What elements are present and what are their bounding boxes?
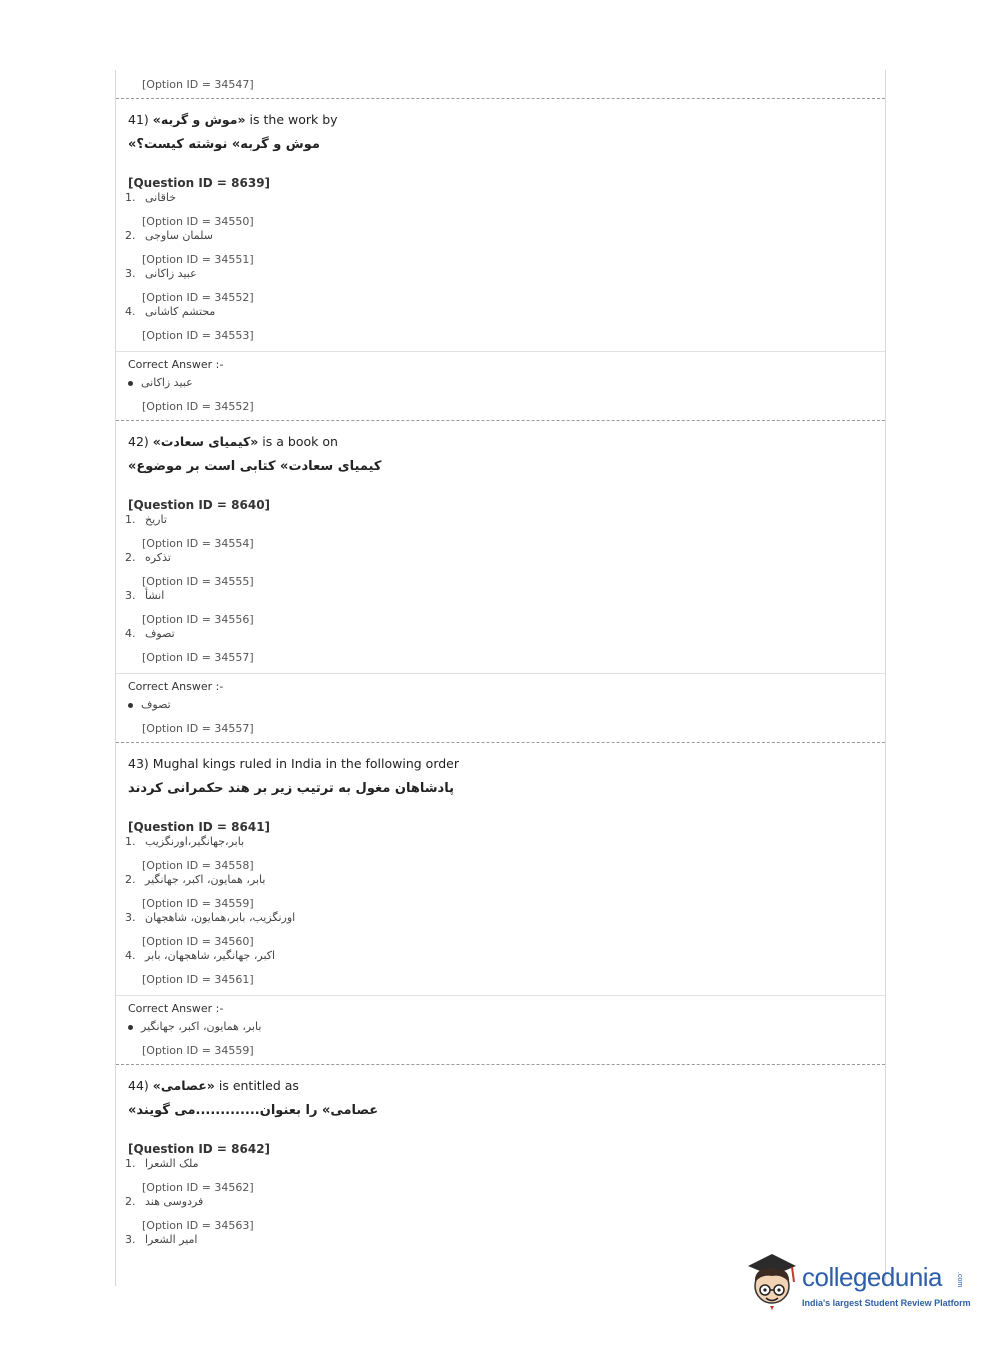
option-id: [Option ID = 34550] xyxy=(142,215,254,228)
logo-tagline: India's largest Student Review Platform xyxy=(802,1298,971,1308)
option-item xyxy=(116,949,885,963)
correct-answer xyxy=(116,376,885,390)
option-number: 2. xyxy=(125,1195,136,1208)
correct-answer xyxy=(116,698,885,712)
option-text: عبید زاکانی xyxy=(145,267,197,280)
correct-answer-label: Correct Answer :- xyxy=(128,358,224,371)
option-id: [Option ID = 34562] xyxy=(142,1181,254,1194)
correct-answer-text: بابر، همایون، اکبر، جهانگیر xyxy=(141,1020,262,1033)
option-text: سلمان ساوجی xyxy=(145,229,213,242)
question-block xyxy=(116,421,885,743)
question-number: 42) xyxy=(128,434,149,449)
question-english-text: is a book on xyxy=(262,434,338,449)
option-text: خاقانی xyxy=(145,191,176,204)
question-heading xyxy=(116,433,885,451)
option-number: 2. xyxy=(125,551,136,564)
bullet-icon xyxy=(128,703,133,708)
correct-answer xyxy=(116,1020,885,1034)
question-number: 44) xyxy=(128,1078,149,1093)
option-item xyxy=(116,191,885,205)
option-item xyxy=(116,835,885,849)
question-block xyxy=(116,743,885,1065)
question-id: [Question ID = 8639] xyxy=(128,176,271,190)
mascot-icon xyxy=(742,1248,802,1314)
correct-answer-label: Correct Answer :- xyxy=(128,1002,224,1015)
option-text: انشأ xyxy=(145,589,165,602)
correct-option-id: [Option ID = 34557] xyxy=(142,722,254,735)
question-persian-line: پادشاهان مغول به ترتیب زیر بر هند حکمرانی کردند xyxy=(128,781,454,796)
option-number: 3. xyxy=(125,589,136,602)
question-persian-line: «موش و گربه» نوشته کیست؟ xyxy=(128,137,320,152)
question-persian-title: «کیمیای سعادت» xyxy=(152,434,259,449)
option-number: 2. xyxy=(125,873,136,886)
option-text: امیر الشعرا xyxy=(145,1233,198,1246)
correct-option-id: [Option ID = 34552] xyxy=(142,400,254,413)
option-id: [Option ID = 34554] xyxy=(142,537,254,550)
question-id: [Question ID = 8640] xyxy=(128,498,271,512)
option-item xyxy=(116,1157,885,1171)
option-item xyxy=(116,305,885,319)
option-number: 3. xyxy=(125,911,136,924)
option-item xyxy=(116,513,885,527)
bullet-icon xyxy=(128,381,133,386)
question-id: [Question ID = 8641] xyxy=(128,820,271,834)
correct-answer-text: عبید زاکانی xyxy=(141,376,193,389)
exam-page xyxy=(115,70,886,1286)
correct-answer-text: تصوف xyxy=(141,698,171,711)
question-persian-line: «کیمیای سعادت» کتابی است بر موضوع xyxy=(128,459,382,474)
option-number: 1. xyxy=(125,835,136,848)
option-item xyxy=(116,551,885,565)
option-id: [Option ID = 34557] xyxy=(142,651,254,664)
question-persian-title: «عصامی» xyxy=(152,1078,215,1093)
option-item xyxy=(116,1233,885,1247)
option-item xyxy=(116,873,885,887)
option-text: بابر، همایون، اکبر، جهانگیر xyxy=(145,873,266,886)
option-number: 3. xyxy=(125,267,136,280)
option-number: 2. xyxy=(125,229,136,242)
option-text: تصوف xyxy=(145,627,175,640)
option-id: [Option ID = 34556] xyxy=(142,613,254,626)
option-item xyxy=(116,1195,885,1209)
option-id: [Option ID = 34553] xyxy=(142,329,254,342)
question-number: 43) xyxy=(128,756,149,771)
correct-option-id: [Option ID = 34559] xyxy=(142,1044,254,1057)
bullet-icon xyxy=(128,1025,133,1030)
option-id: [Option ID = 34551] xyxy=(142,253,254,266)
logo-wordmark: collegedunia xyxy=(802,1262,943,1292)
option-number: 3. xyxy=(125,1233,136,1246)
question-english-text: is entitled as xyxy=(218,1078,299,1093)
option-id: [Option ID = 34555] xyxy=(142,575,254,588)
question-english-text: Mughal kings ruled in India in the following order xyxy=(152,756,460,771)
option-text: تاریخ xyxy=(145,513,167,526)
option-number: 4. xyxy=(125,305,136,318)
question-persian-title: «موش و گربه» xyxy=(152,112,246,127)
option-item xyxy=(116,229,885,243)
question-heading xyxy=(116,755,885,773)
option-id: [Option ID = 34560] xyxy=(142,935,254,948)
logo-suffix: .com xyxy=(956,1272,963,1288)
option-number: 1. xyxy=(125,513,136,526)
option-id: [Option ID = 34563] xyxy=(142,1219,254,1232)
correct-answer-label: Correct Answer :- xyxy=(128,680,224,693)
question-number: 41) xyxy=(128,112,149,127)
option-text: ملک الشعرا xyxy=(145,1157,199,1170)
option-text: فردوسی هند xyxy=(145,1195,204,1208)
question-persian-line: «عصامی» را بعنوان.............می گویند xyxy=(128,1103,379,1118)
option-text: بابر،جهانگیر،اورنگزیب xyxy=(145,835,245,848)
option-item xyxy=(116,267,885,281)
question-english-text: is the work by xyxy=(249,112,338,127)
question-id: [Question ID = 8642] xyxy=(128,1142,271,1156)
option-id: [Option ID = 34552] xyxy=(142,291,254,304)
option-number: 1. xyxy=(125,1157,136,1170)
option-id: [Option ID = 34559] xyxy=(142,897,254,910)
option-item xyxy=(116,589,885,603)
option-id: [Option ID = 34558] xyxy=(142,859,254,872)
option-text: اکبر، جهانگیر، شاهجهان، بابر xyxy=(145,949,276,962)
option-text: محتشم کاشانی xyxy=(145,305,216,318)
option-id: [Option ID = 34547] xyxy=(142,78,254,91)
option-number: 4. xyxy=(125,949,136,962)
option-item xyxy=(116,627,885,641)
option-text: تذکره xyxy=(145,551,171,564)
question-heading xyxy=(116,1077,885,1095)
option-number: 1. xyxy=(125,191,136,204)
option-number: 4. xyxy=(125,627,136,640)
question-block xyxy=(116,1065,885,1247)
option-text: اورنگزیب، بابر،همایون، شاهجهان xyxy=(145,911,296,924)
option-id: [Option ID = 34561] xyxy=(142,973,254,986)
question-heading xyxy=(116,111,885,129)
option-item xyxy=(116,911,885,925)
collegedunia-logo xyxy=(742,1248,972,1320)
question-block xyxy=(116,99,885,421)
